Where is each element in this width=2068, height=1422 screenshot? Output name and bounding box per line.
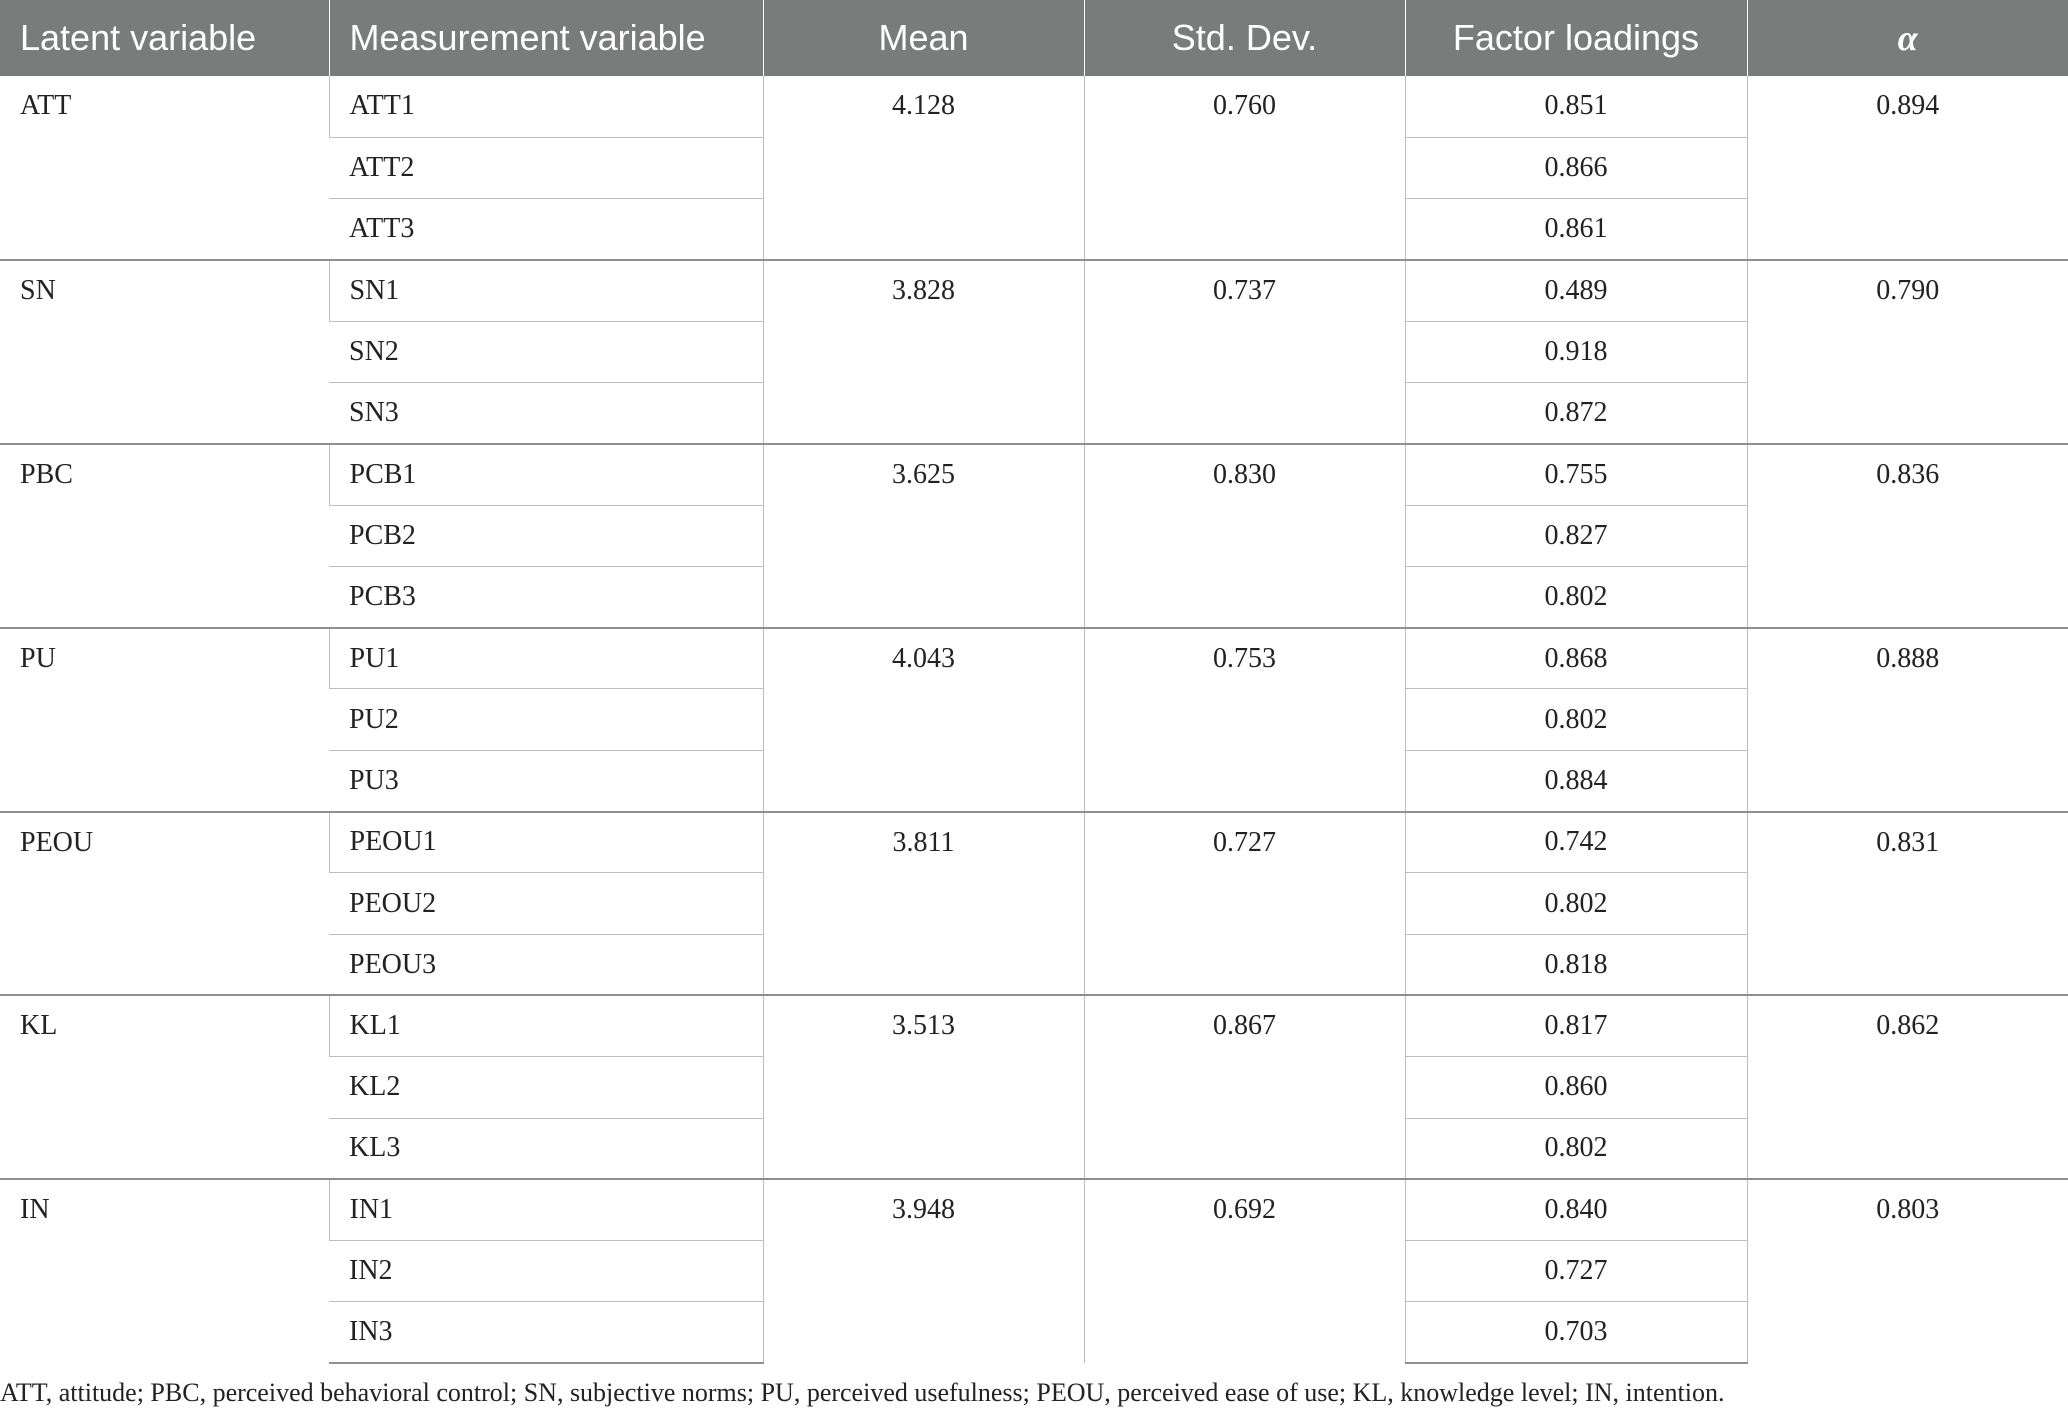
alpha-cell: 0.803	[1747, 1179, 2068, 1363]
measurement-variable-cell: PU2	[329, 689, 763, 750]
latent-variable-cell: SN	[0, 260, 329, 444]
measurement-variable-cell: PCB2	[329, 505, 763, 566]
measurement-variable-cell: PCB1	[329, 444, 763, 505]
latent-variable-cell: PBC	[0, 444, 329, 628]
factor-loading-cell: 0.827	[1405, 505, 1747, 566]
factor-loading-cell: 0.817	[1405, 995, 1747, 1056]
measurement-variable-cell: KL2	[329, 1057, 763, 1118]
factor-loading-cell: 0.489	[1405, 260, 1747, 321]
measurement-variable-cell: ATT2	[329, 137, 763, 198]
table-body	[0, 76, 2068, 1363]
alpha-cell: 0.894	[1747, 76, 2068, 260]
alpha-cell: 0.862	[1747, 995, 2068, 1179]
measurement-variable-cell: SN1	[329, 260, 763, 321]
factor-loading-cell: 0.802	[1405, 1118, 1747, 1179]
factor-loading-cell: 0.840	[1405, 1179, 1747, 1240]
mean-cell: 4.128	[763, 76, 1084, 260]
table-row	[0, 628, 2068, 689]
alpha-cell: 0.888	[1747, 628, 2068, 812]
factor-loading-cell: 0.703	[1405, 1302, 1747, 1363]
table-row	[0, 812, 2068, 873]
measurement-variable-cell: KL1	[329, 995, 763, 1056]
mean-cell: 3.513	[763, 995, 1084, 1179]
mean-cell: 3.811	[763, 812, 1084, 996]
table-row	[0, 995, 2068, 1056]
alpha-cell: 0.790	[1747, 260, 2068, 444]
table-row	[0, 76, 2068, 137]
header-measurement-variable: Measurement variable	[329, 0, 763, 76]
header-std-dev: Std. Dev.	[1084, 0, 1405, 76]
header-factor-loadings: Factor loadings	[1405, 0, 1747, 76]
factor-loading-cell: 0.818	[1405, 934, 1747, 995]
latent-variable-cell: PEOU	[0, 812, 329, 996]
factor-loading-cell: 0.727	[1405, 1241, 1747, 1302]
std-dev-cell: 0.737	[1084, 260, 1405, 444]
table-header	[0, 0, 2068, 76]
measurement-variable-cell: KL3	[329, 1118, 763, 1179]
measurement-variable-cell: ATT1	[329, 76, 763, 137]
measurement-variable-cell: IN1	[329, 1179, 763, 1240]
mean-cell: 3.828	[763, 260, 1084, 444]
header-row	[0, 0, 2068, 76]
measurement-variable-cell: PU3	[329, 750, 763, 811]
alpha-cell: 0.836	[1747, 444, 2068, 628]
header-alpha: α	[1747, 0, 2068, 76]
factor-loading-cell: 0.868	[1405, 628, 1747, 689]
factor-loading-cell: 0.742	[1405, 812, 1747, 873]
factor-loading-cell: 0.861	[1405, 199, 1747, 260]
measurement-variable-cell: PU1	[329, 628, 763, 689]
factor-loading-cell: 0.802	[1405, 873, 1747, 934]
factor-loading-cell: 0.872	[1405, 382, 1747, 443]
std-dev-cell: 0.867	[1084, 995, 1405, 1179]
table-row	[0, 1179, 2068, 1240]
factor-loading-cell: 0.918	[1405, 321, 1747, 382]
std-dev-cell: 0.692	[1084, 1179, 1405, 1363]
std-dev-cell: 0.727	[1084, 812, 1405, 996]
table-row	[0, 444, 2068, 505]
measurement-variable-cell: IN3	[329, 1302, 763, 1363]
measurement-variable-cell: SN2	[329, 321, 763, 382]
std-dev-cell: 0.760	[1084, 76, 1405, 260]
factor-loading-cell: 0.860	[1405, 1057, 1747, 1118]
header-mean: Mean	[763, 0, 1084, 76]
factor-loading-cell: 0.802	[1405, 689, 1747, 750]
factor-loading-cell: 0.884	[1405, 750, 1747, 811]
mean-cell: 3.948	[763, 1179, 1084, 1363]
factor-loading-cell: 0.851	[1405, 76, 1747, 137]
measurement-variable-cell: PEOU1	[329, 812, 763, 873]
measurement-variable-cell: ATT3	[329, 199, 763, 260]
table-row	[0, 260, 2068, 321]
std-dev-cell: 0.830	[1084, 444, 1405, 628]
measurement-variable-cell: SN3	[329, 382, 763, 443]
table-footnote: ATT, attitude; PBC, perceived behavioral control; SN, subjective norms; PU, perceived usefulness; PEOU, perceived ease of use; KL, knowledge level; IN, intention.	[0, 1378, 1725, 1407]
alpha-cell: 0.831	[1747, 812, 2068, 996]
mean-cell: 3.625	[763, 444, 1084, 628]
measurement-variable-cell: PEOU3	[329, 934, 763, 995]
header-latent-variable: Latent variable	[0, 0, 329, 76]
measurement-variable-cell: PEOU2	[329, 873, 763, 934]
mean-cell: 4.043	[763, 628, 1084, 812]
factor-loading-cell: 0.755	[1405, 444, 1747, 505]
latent-variable-cell: PU	[0, 628, 329, 812]
latent-variable-cell: ATT	[20, 90, 72, 121]
measurement-variable-cell: PCB3	[329, 566, 763, 627]
std-dev-cell: 0.753	[1084, 628, 1405, 812]
factor-loading-cell: 0.866	[1405, 137, 1747, 198]
factor-loading-cell: 0.802	[1405, 566, 1747, 627]
measurement-variable-cell: IN2	[329, 1241, 763, 1302]
latent-variable-cell: IN	[0, 1179, 329, 1363]
latent-variable-cell: KL	[0, 995, 329, 1179]
